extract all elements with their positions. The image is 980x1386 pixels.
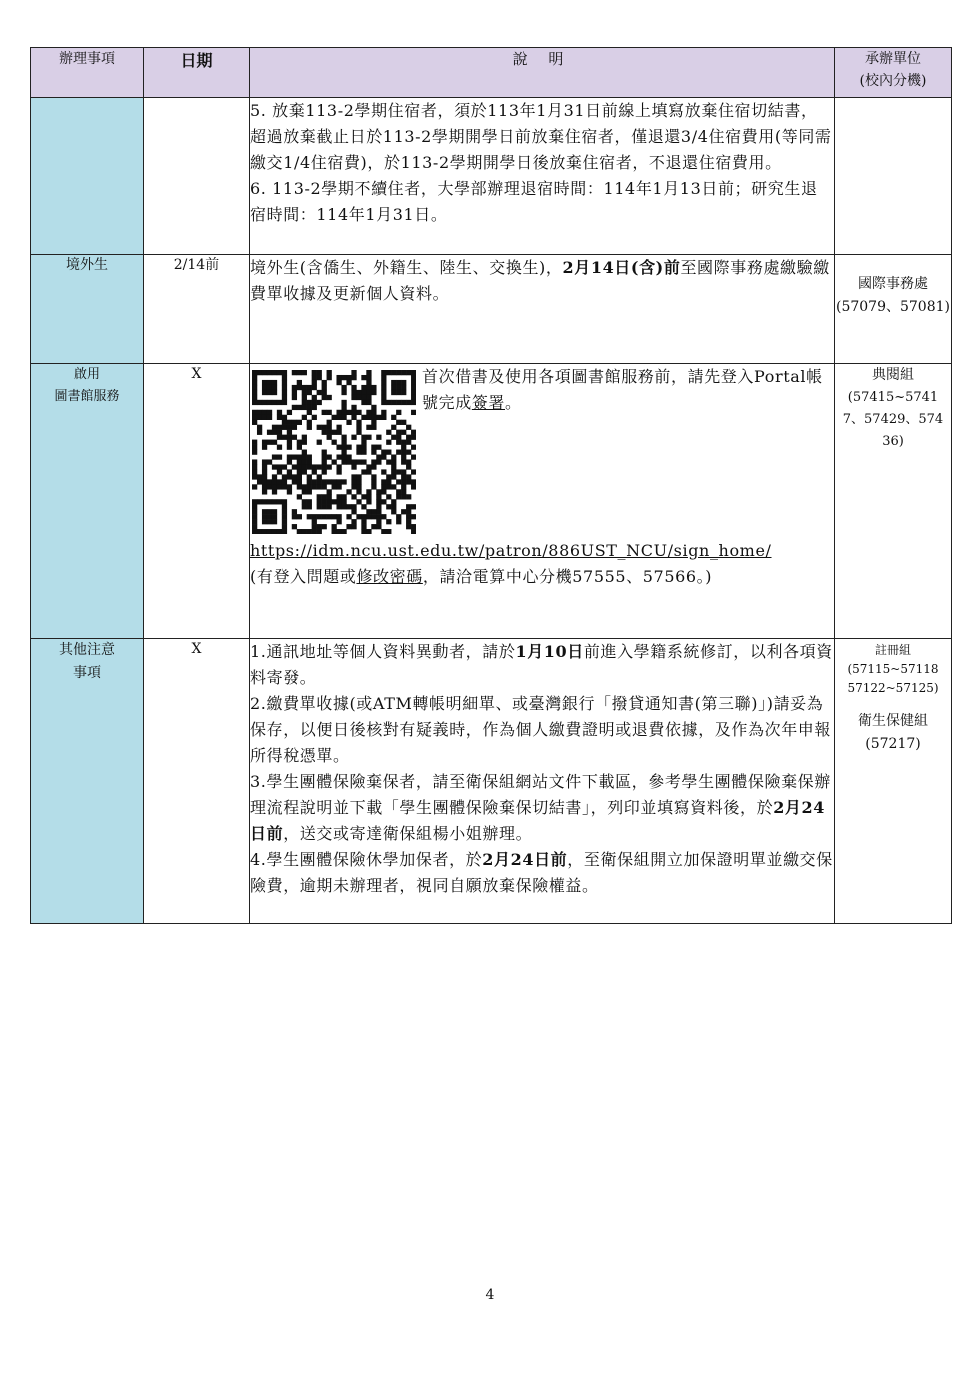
header-date: 日期 [144,48,250,98]
header-item: 辦理事項 [31,48,144,98]
row2-unit [835,255,952,364]
row3-password-link[interactable]: 修改密碼 [356,567,423,586]
row4-p1-a: 1.通訊地址等個人資料異動者，請於 [250,642,516,661]
row4-p4-date: 2月24日前 [482,850,568,869]
row2-deadline: 2月14日(含)前 [562,258,681,277]
row3-unit-ext: (57415~57417、57429、57436) [842,390,944,449]
row4-unit1-ext-b: 57122~57125) [847,681,939,695]
row4-p3-date: 2月24日前 [250,798,826,843]
row3-description [250,364,835,639]
row2-unit-ext: (57079、57081) [836,299,950,315]
row2-unit-name: 國際事務處 [858,276,928,292]
row4-unit2-name: 衛生保健組 [858,713,928,729]
row1-description [250,98,835,255]
row3-item-line2: 圖書館服務 [54,389,120,404]
row2-desc-b: 至國際事務處繳驗繳費單收據及更新個人資料。 [250,258,830,303]
row2-item: 境外生 [31,255,144,364]
row4-p3 [250,769,834,847]
row4-p1-date: 1月10日 [515,642,584,661]
row3-unit-name: 典閱組 [872,367,914,383]
row4-date: X [144,639,250,924]
row4-description [250,639,835,924]
row4-item-line2: 事項 [73,665,101,681]
row4-item [31,639,144,924]
row1-date [144,98,250,255]
row1-p5: 5. 放棄113-2學期住宿者，須於113年1月31日前線上填寫放棄住宿切結書，超過放棄截止日於113-2學期開學日前放棄住宿者，僅退還3/4住宿費用(等同需繳交1/4住宿費)，於113-2學期開學日後放棄住宿者，不退還住宿費用。 [250,101,832,172]
header-unit-line2: (校內分機) [859,73,927,89]
header-unit [835,48,952,98]
row3-item-line1: 啟用 [73,367,100,382]
row2-desc-a: 境外生(含僑生、外籍生、陸生、交換生)， [250,258,563,277]
row4-unit1-name: 註冊組 [874,643,911,657]
row4-unit1-ext-a: (57115~57118 [847,662,939,676]
row4-unit2-ext: (57217) [865,736,921,752]
table-row-library [31,364,952,639]
schedule-table [30,47,952,924]
table-header-row [31,48,952,98]
table-row-other [31,639,952,924]
table-row-dorm [31,98,952,255]
row4-p1-b: 前進入學籍系統修訂，以利各項資料寄發。 [250,642,833,687]
row3-item [31,364,144,639]
qr-code-image[interactable] [252,370,416,534]
row3-desc-b: 。 [505,393,522,412]
row1-p6: 6. 113-2學期不續住者，大學部辦理退宿時間：114年1月13日前；研究生退宿時間：114年1月31日。 [250,179,818,224]
header-description: 說 明 [250,48,835,98]
row4-p4-a: 4.學生團體保險休學加保者，於 [250,850,483,869]
row3-date: X [144,364,250,639]
row4-p4-b: ，至衛保組開立加保證明單並繳交保險費，逾期未辦理者，視同自願放棄保險權益。 [250,850,833,895]
row4-item-line1: 其他注意 [59,642,115,658]
header-unit-line1: 承辦單位 [865,51,921,67]
row4-p3-a: 3.學生團體保險棄保者，請至衛保組網站文件下載區，參考學生團體保險棄保辦理流程說明並下載「學生團體保險棄保切結書」，列印並填寫資料後，於 [250,772,831,817]
row4-p4 [250,847,834,899]
row2-date: 2/14前 [144,255,250,364]
row3-sign-link[interactable]: 簽署 [471,393,506,412]
row4-p2: 2.繳費單收據(或ATM轉帳明細單、或臺灣銀行「撥貸通知書(第三聯)」)請妥為保存，以便日後核對有疑義時，作為個人繳費證明或退費依據，及作為次年申報所得稅憑單。 [250,694,832,765]
row3-unit [835,364,952,639]
row3-note-b: ，請洽電算中心分機57555、57566。) [422,567,713,586]
row3-url-link[interactable]: https://idm.ncu.ust.edu.tw/patron/886UST_NCU/sign_home/ [250,541,772,560]
table-row-overseas [31,255,952,364]
row3-desc-a: 首次借書及使用各項圖書館服務前，請先登入Portal帳號完成 [422,367,823,412]
row4-p3-b: ，送交或寄達衛保組楊小姐辦理。 [283,824,533,843]
row4-unit [835,639,952,924]
page-number: 4 [485,1287,495,1303]
row1-item [31,98,144,255]
qr-code-icon [252,370,416,534]
row2-description [250,255,835,364]
row3-note-a: (有登入問題或 [250,567,357,586]
row1-unit [835,98,952,255]
row4-p1 [250,639,834,691]
